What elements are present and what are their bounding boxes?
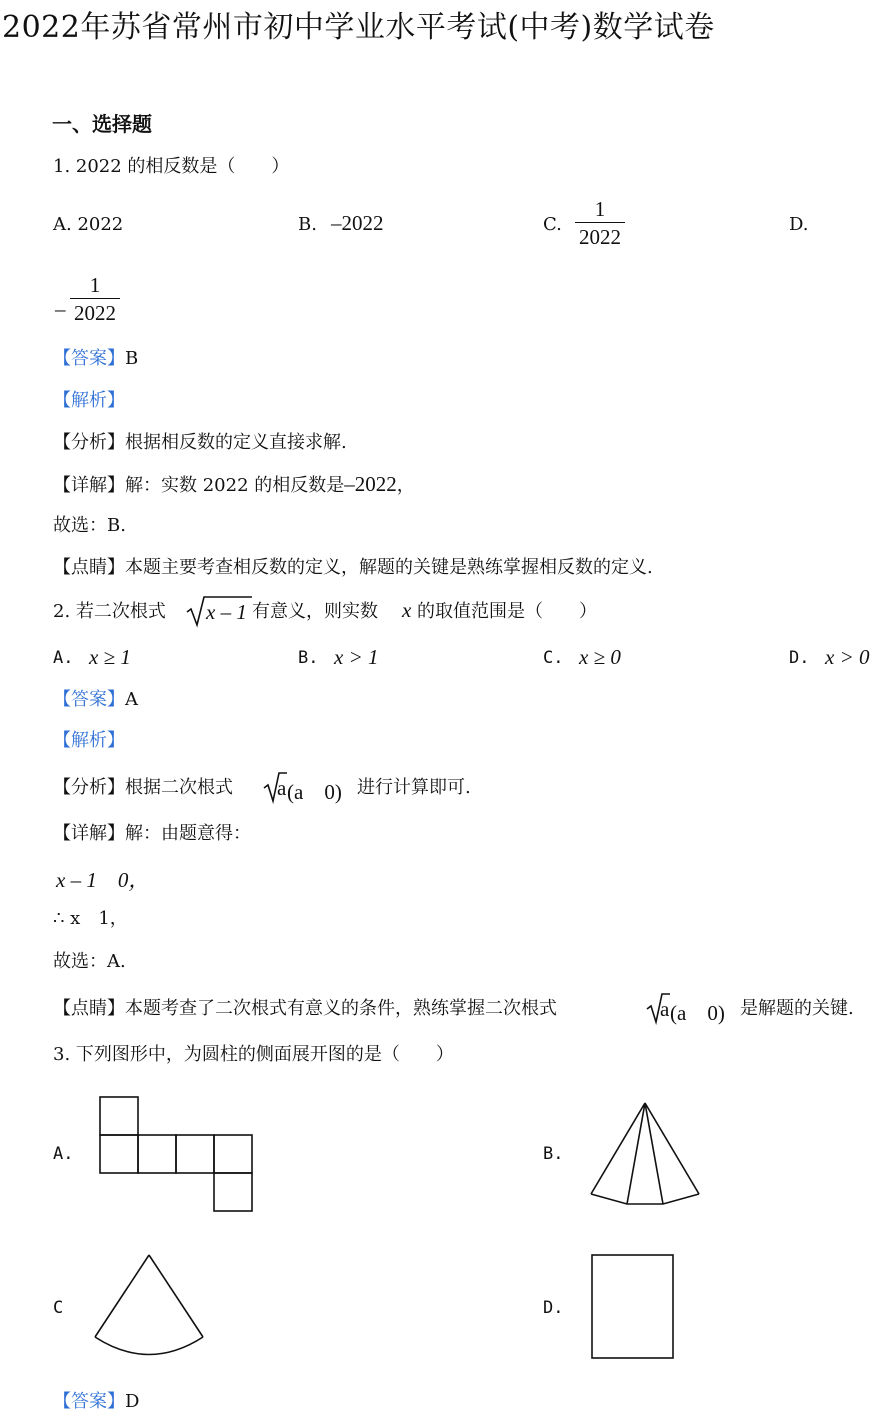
q1-option-c-fraction [575,196,625,251]
q1-answer-tag: 【答案】 [53,348,125,369]
q2-option-d-label: D. [789,648,810,668]
q2-option-d-value: x > 0 [825,645,870,669]
q2-fenxi-radicand: a [277,776,287,800]
q2-stem-part2: 有意义，则实数 [252,601,378,622]
q2-stem-part3: 的取值范围是（ ） [417,601,597,622]
q2-fenxi-condition: (a 0) [287,780,342,804]
q2-fenxi-part1: 【分析】根据二次根式 [53,777,233,798]
q1-xiangjie-text: 【详解】解：实数 2022 的相反数是 [53,475,345,496]
q2-stem-variable: x [402,598,412,622]
q1-option-d-numerator: 1 [89,273,101,297]
q3-option-c-label: C [53,1298,64,1318]
q2-fenxi-radical [263,770,285,804]
q1-option-a: A. 2022 [53,214,124,235]
q2-dianjing-condition: (a 0) [670,1001,725,1025]
q2-step2: ∴ x 1， [53,908,128,929]
document-title: 2022年苏省常州市初中学业水平考试(中考)数学试卷 [2,10,715,45]
q2-step1: x – 1 0， [56,868,150,892]
q1-option-c-label: C. [543,214,562,235]
q3-option-b-pyramid-net-figure [585,1098,705,1210]
q2-dianjing-radicand: a [660,997,670,1021]
q1-option-d-sign: – [55,297,66,321]
q3-answer-line [53,1390,139,1414]
q2-stem-radical [186,594,252,628]
q2-stem-radicand: x – 1 [206,600,247,624]
q3-option-b-label: B. [543,1144,564,1164]
q1-answer: B [125,348,139,369]
q1-option-d-label: D. [789,214,809,235]
q3-answer-tag: 【答案】 [53,1391,125,1412]
q2-option-a-value: x ≥ 1 [89,645,131,669]
q3-answer: D [125,1391,140,1412]
q1-dianjing: 【点睛】本题主要考查相反数的定义，解题的关键是熟练掌握相反数的定义. [53,557,653,578]
q1-option-b-value: –2022 [331,211,384,235]
q2-fenxi-part2: 进行计算即可. [357,777,471,798]
q1-xiangjie [53,472,415,498]
q1-answer-line [53,347,138,371]
q2-dianjing-part2: 是解题的关键. [740,998,854,1019]
q1-option-c-denominator: 2022 [575,222,625,251]
q2-option-c-label: C. [543,648,564,668]
q1-option-c-numerator: 1 [594,197,606,221]
q3-option-d-label: D. [543,1298,564,1318]
q2-answer: A [125,689,138,710]
q2-analysis-tag: 【解析】 [53,730,125,751]
section-title: 一、选择题 [52,112,152,136]
q3-option-c-sector-figure [90,1250,208,1362]
q2-answer-line [53,688,138,712]
q2-option-b-label: B. [298,648,319,668]
q2-dianjing-radical [646,991,668,1025]
q2-xiangjie: 【详解】解：由题意得： [53,823,251,844]
q1-option-d-fraction [70,272,120,327]
q3-option-d-rectangle-figure [588,1251,678,1363]
q2-dianjing-part1: 【点睛】本题考查了二次根式有意义的条件，熟练掌握二次根式 [53,998,557,1019]
q1-xiangjie-end: ， [396,475,415,496]
q1-guxuan: 故选：B. [53,515,126,536]
q3-option-a-net-of-cubes-figure [95,1092,255,1217]
q2-stem-part1: 2. 若二次根式 [53,601,166,622]
q2-option-c-value: x ≥ 0 [579,645,621,669]
q3-stem: 3. 下列图形中，为圆柱的侧面展开图的是（ ） [53,1044,454,1065]
q1-fenxi: 【分析】根据相反数的定义直接求解. [53,432,347,453]
q2-guxuan: 故选：A. [53,951,126,972]
q1-stem: 1. 2022 的相反数是（ ） [53,156,290,177]
q3-option-a-label: A. [53,1144,74,1164]
q2-option-b-value: x > 1 [334,645,379,669]
q1-option-d-denominator: 2022 [70,298,120,327]
q1-analysis-tag: 【解析】 [53,390,125,411]
q2-option-a-label: A. [53,648,74,668]
q2-answer-tag: 【答案】 [53,689,125,710]
q1-xiangjie-value: –2022 [344,472,397,496]
q1-option-b-label: B. [298,214,317,235]
